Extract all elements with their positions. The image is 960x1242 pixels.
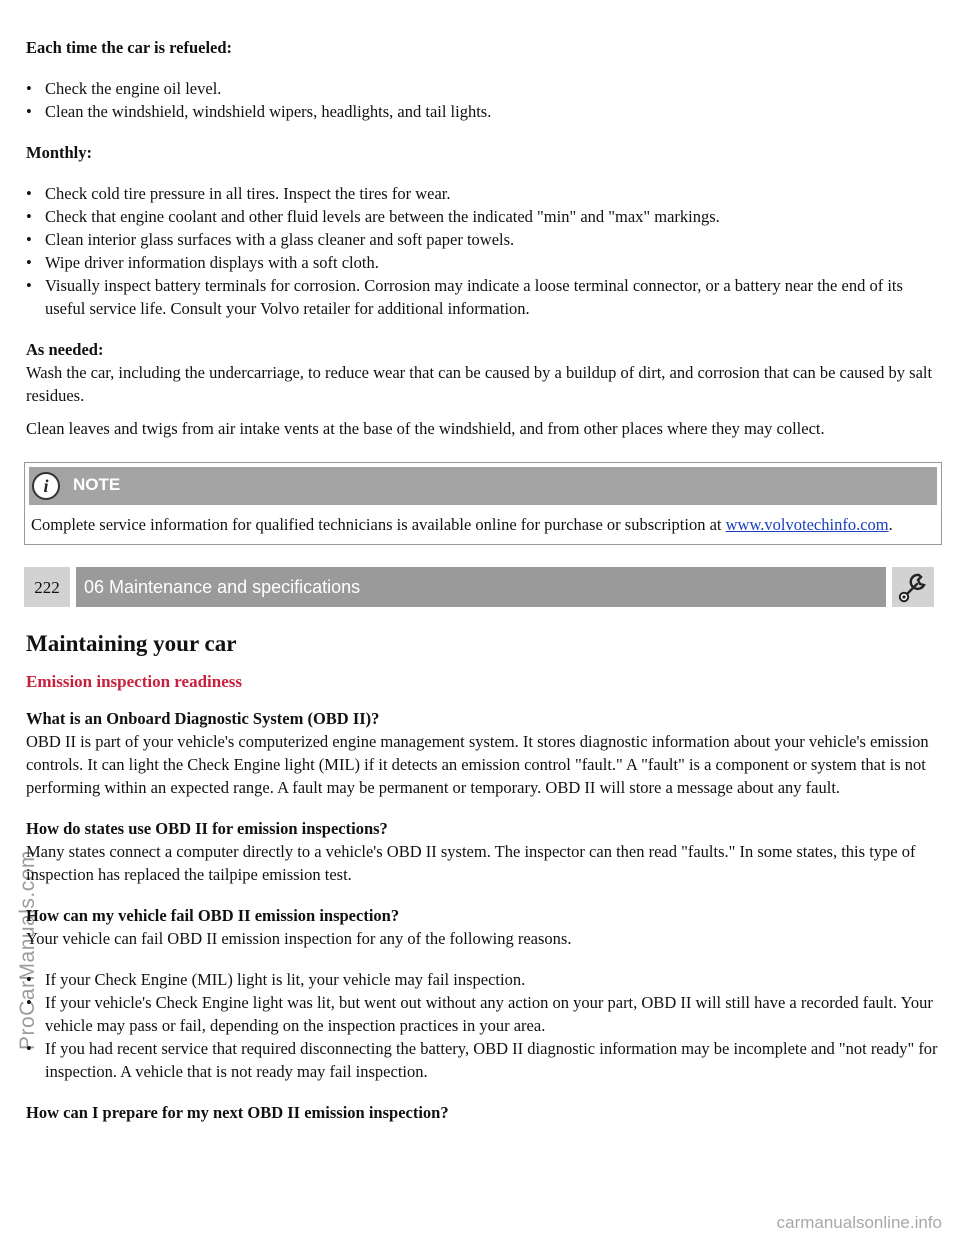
obd-question: How can my vehicle fail OBD II emission inspection? <box>26 906 400 925</box>
refuel-heading: Each time the car is refueled: <box>26 38 233 57</box>
as-needed-paragraph: Clean leaves and twigs from air intake vents at the base of the windshield, and from other places where they may collect. <box>26 419 825 438</box>
obd-answer: OBD II is part of your vehicle's computerized engine management system. It stores diagnostic information about your vehicle's emission controls. It can light the Check Engine light (MIL) if it detects an emission control "fault." A "fault" is a component or system that is not performing within an expected range. A fault may be permanent or temporary. OBD II will store a message about any fault. <box>26 732 929 797</box>
list-item: • Wipe driver information displays with a soft cloth. <box>26 251 938 274</box>
list-item: • If your vehicle's Check Engine light was lit, but went out without any action on your part, OBD II will still have a recorded fault. Your vehicle may pass or fail, depending on the inspection practices in your area. <box>26 991 938 1037</box>
obd-question: How can I prepare for my next OBD II emission inspection? <box>26 1103 449 1122</box>
obd-answer: Many states connect a computer directly to a vehicle's OBD II system. The inspector can then read "faults." In some states, this type of inspection has replaced the tailpipe emission test. <box>26 842 916 884</box>
wrench-icon <box>892 567 934 607</box>
obd-question: What is an Onboard Diagnostic System (OBD II)? <box>26 709 380 728</box>
chapter-title: 06 Maintenance and specifications <box>76 567 886 607</box>
refuel-list <box>26 77 938 123</box>
note-text: Complete service information for qualified technicians is available online for purchase or subscription at <box>31 515 722 534</box>
as-needed-heading: As needed: <box>26 340 104 359</box>
note-title: NOTE <box>73 475 121 494</box>
list-item: • If you had recent service that required disconnecting the battery, OBD II diagnostic information may be incomplete and "not ready" for inspection. A vehicle that is not ready may fail inspection. <box>26 1037 938 1083</box>
page-number: 222 <box>24 567 70 607</box>
list-item: • Visually inspect battery terminals for corrosion. Corrosion may indicate a loose terminal connector, or a battery near the end of its useful service life. Consult your Volvo retailer for additional information. <box>26 274 938 320</box>
side-watermark-text: ProCarManuals.com <box>16 850 39 1050</box>
monthly-list <box>26 182 938 320</box>
list-item: • Check that engine coolant and other fluid levels are between the indicated "min" and "max" markings. <box>26 205 938 228</box>
note-body <box>29 505 937 540</box>
note-box <box>24 462 942 545</box>
list-item: • If your Check Engine (MIL) light is lit, your vehicle may fail inspection. <box>26 968 938 991</box>
list-item: • Check the engine oil level. <box>26 77 938 100</box>
list-item: • Check cold tire pressure in all tires. Inspect the tires for wear. <box>26 182 938 205</box>
obd-question: How do states use OBD II for emission inspections? <box>26 819 388 838</box>
side-watermark <box>0 510 39 1070</box>
monthly-heading: Monthly: <box>26 143 92 162</box>
footer-watermark: carmanualsonline.info <box>776 1213 942 1232</box>
techinfo-link[interactable]: www.volvotechinfo.com <box>725 515 889 534</box>
info-icon: i <box>32 472 60 500</box>
as-needed-paragraph: Wash the car, including the undercarriage, to reduce wear that can be caused by a buildup of dirt, and corrosion that can be caused by salt residues. <box>26 363 933 405</box>
section-title: Maintaining your car <box>26 631 237 656</box>
obd-answer: Your vehicle can fail OBD II emission inspection for any of the following reasons. <box>26 929 572 948</box>
list-item: • Clean the windshield, windshield wipers, headlights, and tail lights. <box>26 100 938 123</box>
note-header <box>29 467 937 505</box>
note-text-end: . <box>888 515 893 534</box>
list-item: • Clean interior glass surfaces with a glass cleaner and soft paper towels. <box>26 228 938 251</box>
chapter-bar <box>24 567 934 607</box>
manual-page <box>26 36 938 1124</box>
fail-reasons-list <box>26 968 938 1083</box>
section-subtitle: Emission inspection readiness <box>26 672 243 691</box>
